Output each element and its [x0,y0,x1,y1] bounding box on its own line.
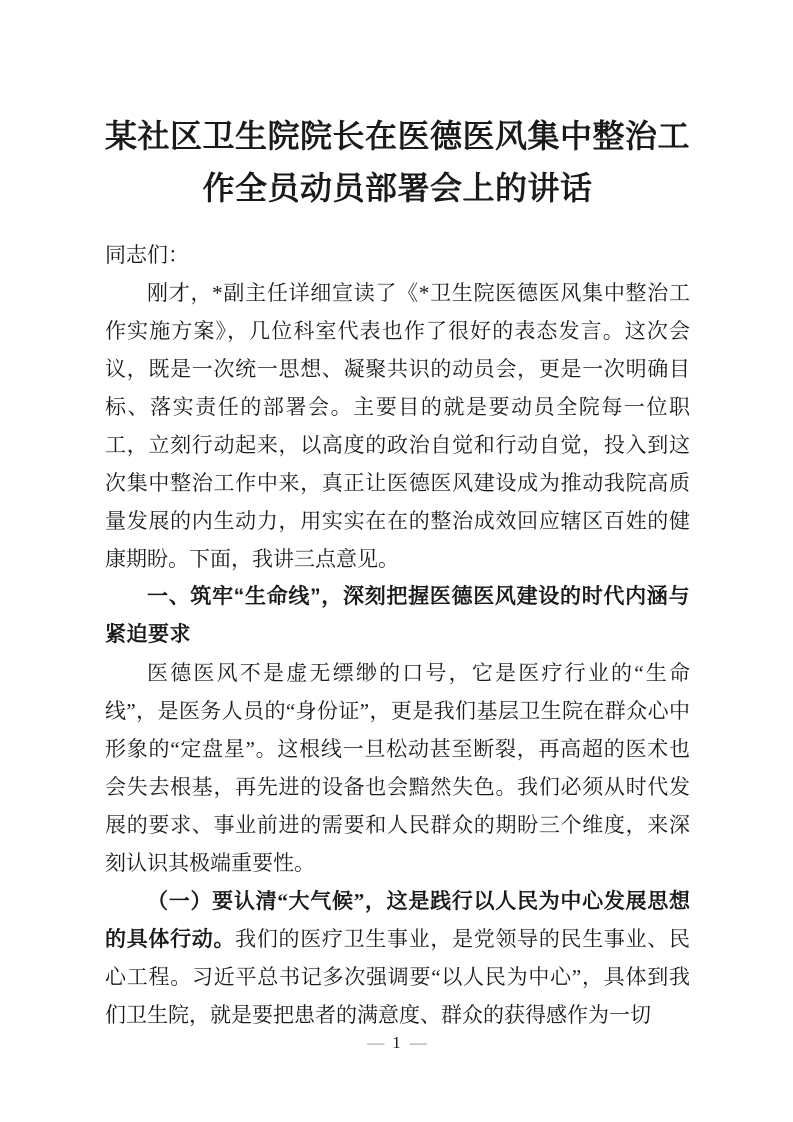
footer-dash-right: — [409,1033,426,1052]
section-1-paragraph: 医德医风不是虚无缥缈的口号，它是医疗行业的“生命线”，是医务人员的“身份证”，更是我们基层卫生院在群众心中形象的“定盘星”。这根线一旦松动甚至断裂，再高超的医术也会失去根基，再先进的设备也会黯然失色。我们必须从时代发展的要求、事业前进的需要和人民群众的期盼三个维度，来深刻认识其极端重要性。 [105,661,690,875]
page-footer [0,1031,793,1055]
subsection-1-paragraph [105,882,690,1034]
document-content [105,0,690,1034]
page-number: 1 [392,1033,401,1052]
subsection-1-lead: （一）要认清“大气候”，这是践行以人民为中心发展思想的具体行动。 [105,889,690,951]
footer-dash-left: — [367,1033,384,1052]
salutation: 同志们： [105,243,189,267]
document-body [105,236,690,1034]
document-title: 某社区卫生院院长在医德医风集中整治工作全员动员部署会上的讲话 [105,118,691,206]
opening-paragraph: 刚才，*副主任详细宣读了《*卫生院医德医风集中整治工作实施方案》，几位科室代表也作了很好的表态发言。这次会议，既是一次统一思想、凝聚共识的动员会，更是一次明确目标、落实责任的部署会。主要目的就是要动员全院每一位职工，立刻行动起来，以高度的政治自觉和行动自觉，投入到这次集中整治工作中来，真正让医德医风建设成为推动我院高质量发展的内生动力，用实实在在的整治成效回应辖区百姓的健康期盼。下面，我讲三点意见。 [105,281,690,571]
section-heading-1: 一、筑牢“生命线”，深刻把握医德医风建设的时代内涵与紧迫要求 [105,585,690,646]
subsection-1-text: 我们的医疗卫生事业，是党领导的民生事业、民心工程。习近平总书记多次强调要“以人民为中心”，具体到我们卫生院，就是要把患者的满意度、群众的获得感作为一切 [105,927,691,1027]
